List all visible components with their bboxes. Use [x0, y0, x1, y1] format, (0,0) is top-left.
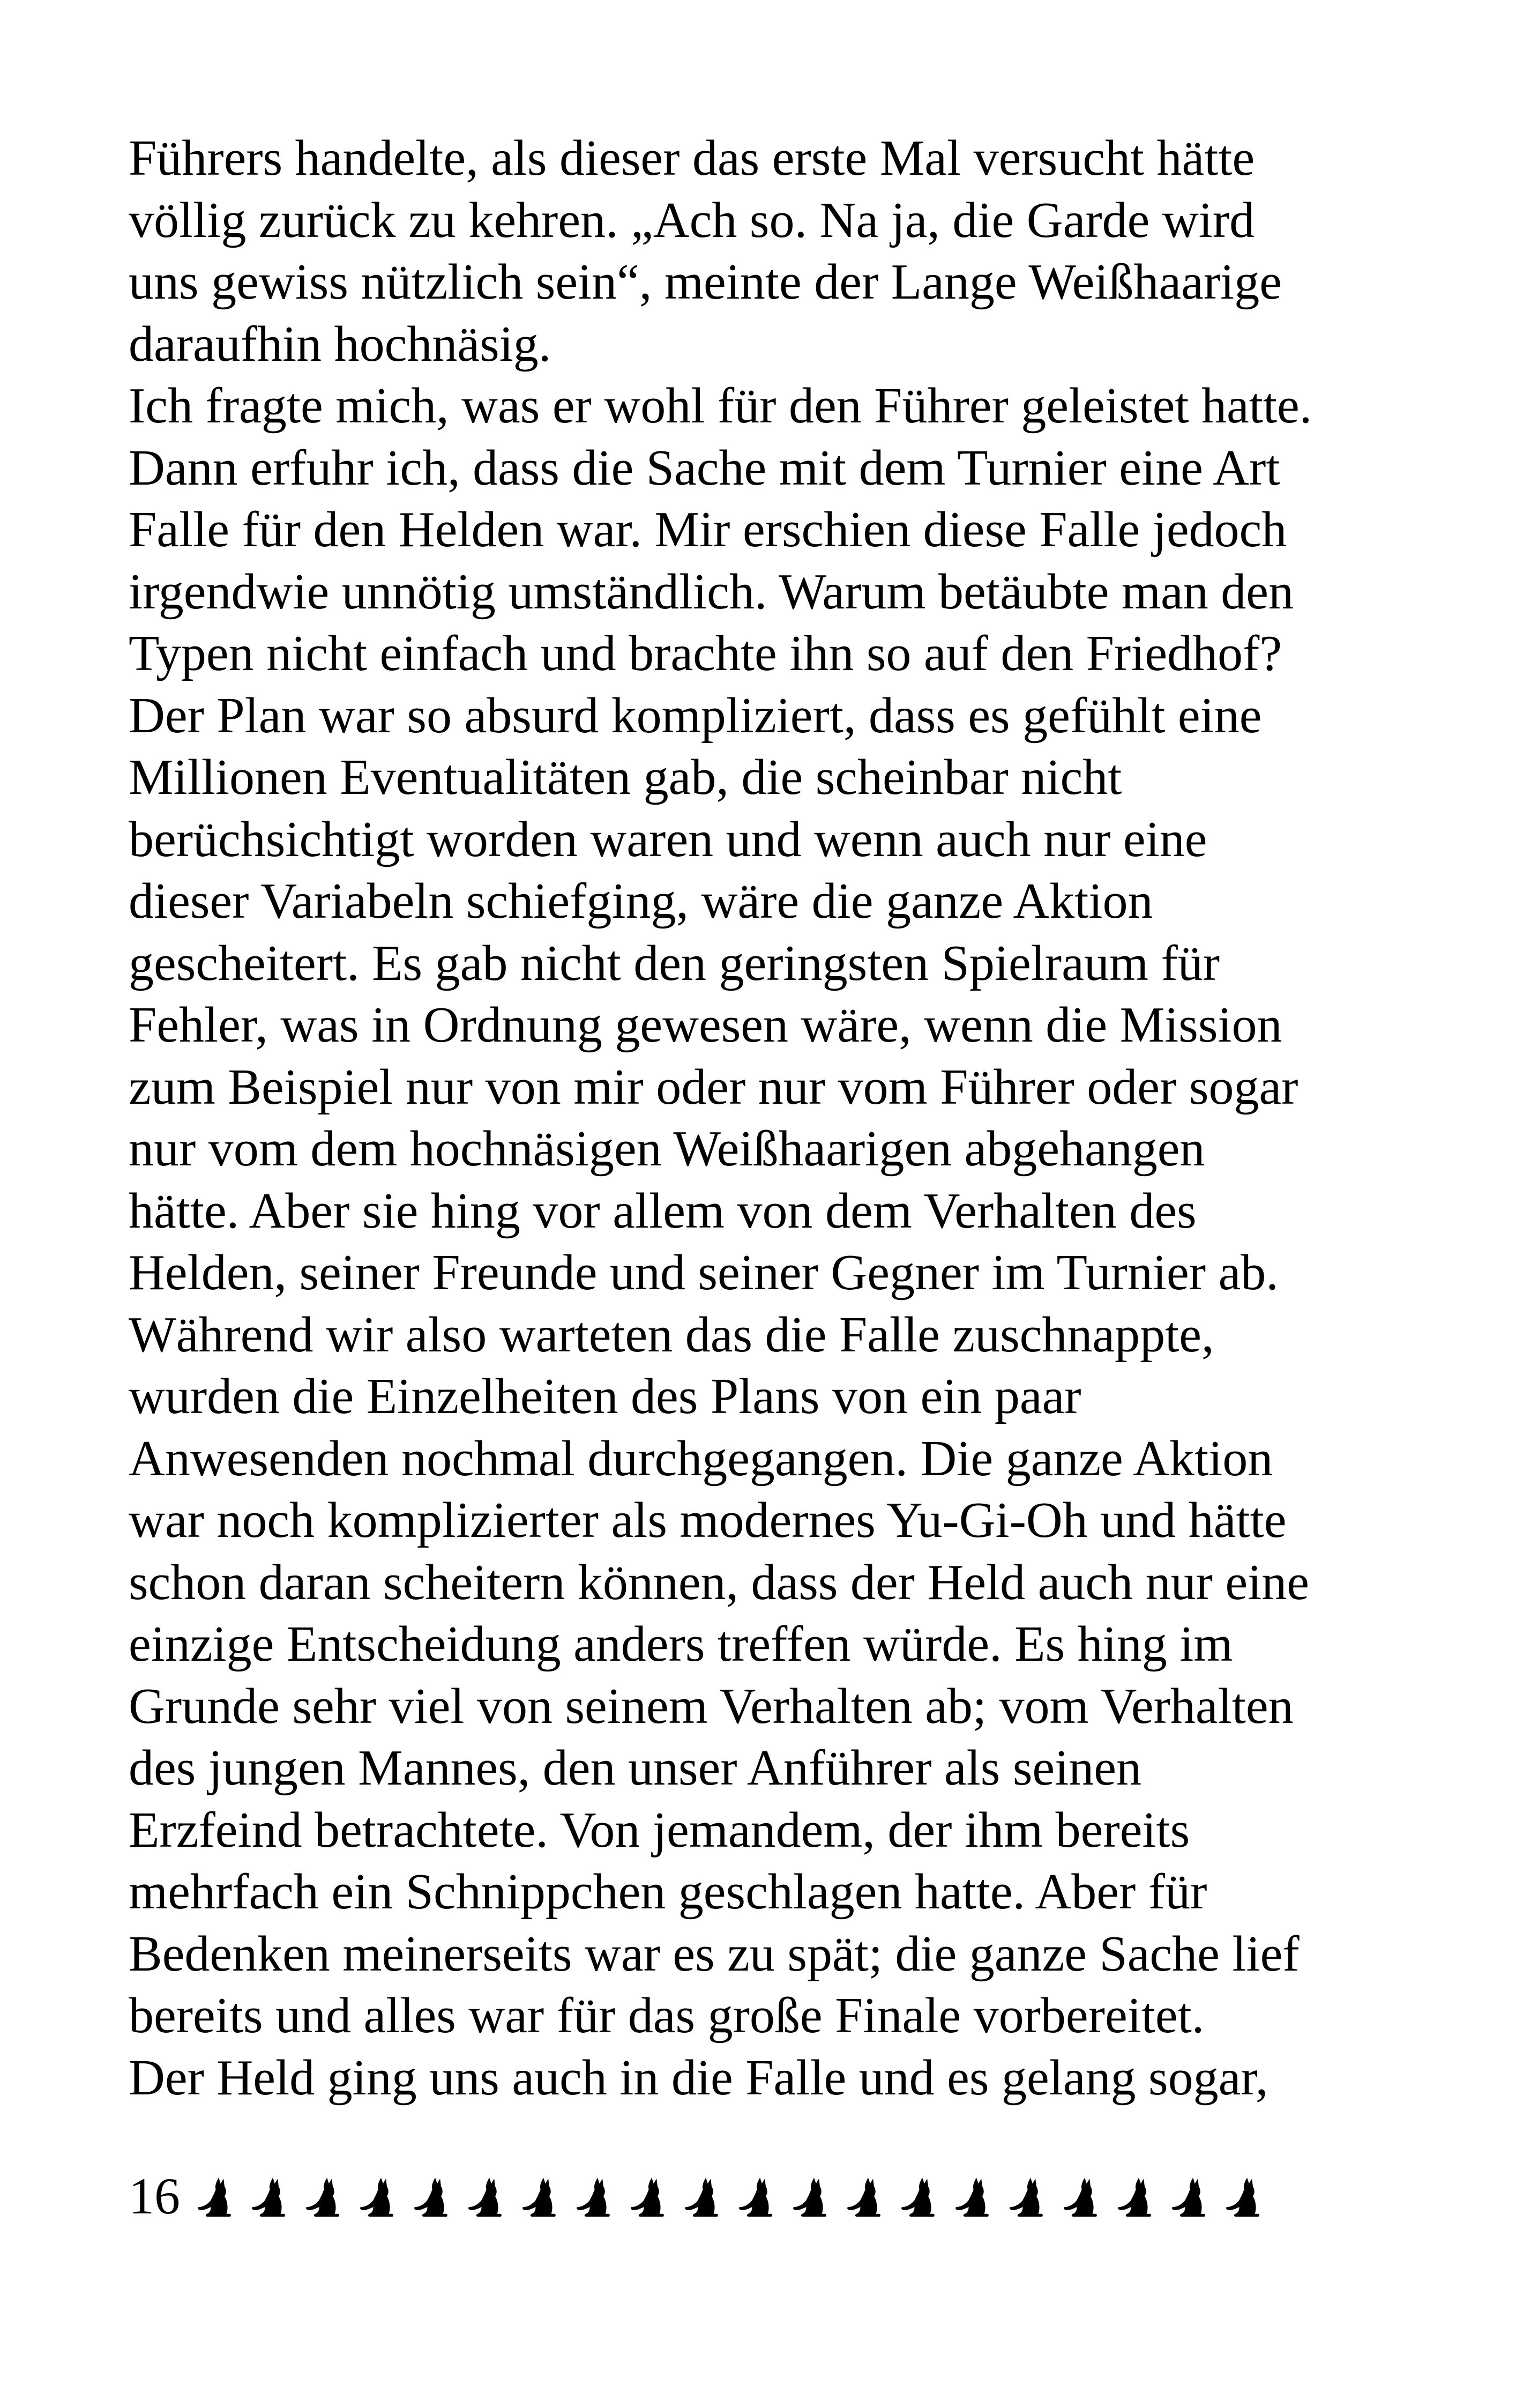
text-line: Der Plan war so absurd kompliziert, dass es gefühlt eine [129, 687, 1262, 744]
cat-silhouette-icon [735, 2175, 775, 2218]
page-number: 16 [129, 2167, 180, 2225]
cat-silhouette-icon [465, 2175, 504, 2218]
cat-silhouette-icon [843, 2175, 883, 2218]
text-line: bereits und alles war für das große Finale vorbereitet. [129, 1988, 1205, 2043]
text-line: nur vom dem hochnäsigen Weißhaarigen abgehangen [129, 1121, 1205, 1177]
text-line: Typen nicht einfach und brachte ihn so auf den Friedhof? [129, 626, 1282, 681]
text-line: gescheitert. Es gab nicht den geringsten Spielraum für [129, 935, 1220, 991]
text-line: Helden, seiner Freunde und seiner Gegner im Turnier ab. [129, 1245, 1279, 1300]
text-line: schon daran scheitern können, dass der Held auch nur eine [129, 1554, 1309, 1610]
text-line: völlig zurück zu kehren. „Ach so. Na ja, die Garde wird [129, 192, 1255, 248]
body-text [129, 128, 1442, 2109]
text-line: Bedenken meinerseits war es zu spät; die ganze Sache lief [129, 1926, 1300, 1982]
cat-silhouette-icon [1114, 2175, 1154, 2218]
text-line: wurden die Einzelheiten des Plans von ein paar [129, 1369, 1081, 1424]
cat-silhouette-icon [898, 2175, 937, 2218]
cat-ornament-row [194, 2175, 1262, 2218]
cat-silhouette-icon [1222, 2175, 1262, 2218]
text-line: daraufhin hochnäsig. [129, 316, 551, 372]
text-line: hätte. Aber sie hing vor allem von dem Verhalten des [129, 1183, 1197, 1239]
text-line: des jungen Mannes, den unser Anführer als seinen [129, 1740, 1141, 1796]
text-line: Grunde sehr viel von seinem Verhalten ab; vom Verhalten [129, 1678, 1294, 1734]
text-line: Falle für den Helden war. Mir erschien diese Falle jedoch [129, 502, 1287, 558]
text-line: Fehler, was in Ordnung gewesen wäre, wenn die Mission [129, 997, 1282, 1053]
text-line: Ich fragte mich, was er wohl für den Führer geleistet hatte. [129, 378, 1312, 434]
cat-silhouette-icon [194, 2175, 234, 2218]
cat-silhouette-icon [410, 2175, 450, 2218]
cat-silhouette-icon [573, 2175, 613, 2218]
text-line: Während wir also warteten das die Falle zuschnappte, [129, 1306, 1214, 1363]
cat-silhouette-icon [681, 2175, 721, 2218]
page-footer [129, 2167, 1262, 2226]
text-line: war noch komplizierter als modernes Yu-Gi-Oh und hätte [129, 1492, 1287, 1548]
text-line: zum Beispiel nur von mir oder nur vom Führer oder sogar [129, 1059, 1298, 1115]
text-line: Der Held ging uns auch in die Falle und es gelang sogar, [129, 2049, 1268, 2106]
text-line: Anwesenden nochmal durchgegangen. Die ganze Aktion [129, 1430, 1273, 1487]
text-line: mehrfach ein Schnippchen geschlagen hatte. Aber für [129, 1864, 1207, 1920]
text-line: irgendwie unnötig umständlich. Warum betäubte man den [129, 563, 1294, 620]
cat-silhouette-icon [302, 2175, 342, 2218]
cat-silhouette-icon [248, 2175, 288, 2218]
text-line: Millionen Eventualitäten gab, die scheinbar nicht [129, 749, 1122, 805]
text-line: uns gewiss nützlich sein“, meinte der Lange Weißhaarige [129, 254, 1282, 310]
cat-silhouette-icon [952, 2175, 991, 2218]
cat-silhouette-icon [789, 2175, 829, 2218]
text-line: Führers handelte, als dieser das erste Mal versucht hätte [129, 130, 1255, 186]
text-line: Erzfeind betrachtete. Von jemandem, der ihm bereits [129, 1802, 1190, 1858]
cat-silhouette-icon [1060, 2175, 1100, 2218]
cat-silhouette-icon [519, 2175, 558, 2218]
cat-silhouette-icon [627, 2175, 667, 2218]
text-line: dieser Variabeln schiefging, wäre die ganze Aktion [129, 873, 1153, 929]
cat-silhouette-icon [356, 2175, 396, 2218]
cat-silhouette-icon [1168, 2175, 1208, 2218]
text-line: berüchsichtigt worden waren und wenn auch nur eine [129, 811, 1207, 867]
text-line: einzige Entscheidung anders treffen würde. Es hing im [129, 1616, 1233, 1672]
text-line: Dann erfuhr ich, dass die Sache mit dem Turnier eine Art [129, 440, 1280, 496]
cat-silhouette-icon [1006, 2175, 1046, 2218]
